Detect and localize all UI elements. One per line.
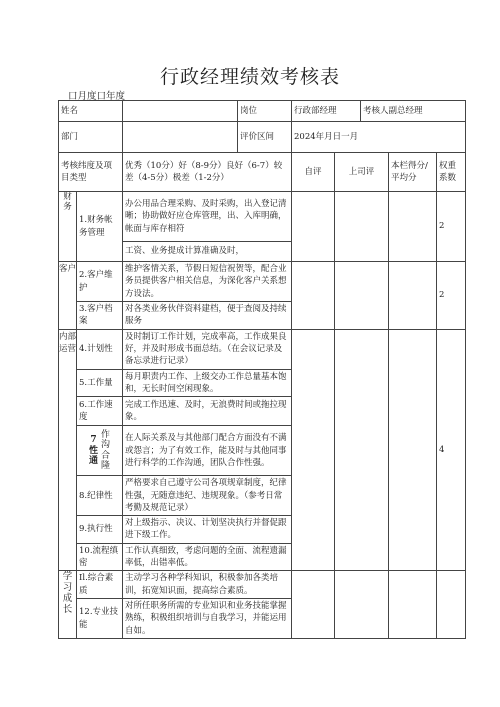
item-name: 10.流程缜密 [77,543,123,571]
score-cell[interactable] [389,329,437,571]
item-desc: 及时制订工作计划，完成率高，工作成果良好，并及时形成书面总结。（在会议记录及备忘录进行记录） [123,329,292,369]
self-eval-cell[interactable] [292,571,335,639]
item-name-text: 作沟合隆 [100,430,110,472]
column-header-row [59,153,466,192]
score-header: 本栏得分/平均分 [389,153,437,192]
item-name: 6.工作速度 [77,397,123,426]
header-row-1 [59,101,466,122]
item-desc: 对所任职务所需的专业知识和业务技能掌握熟练，积极组织培训与自我学习，并能运用自如。 [123,599,292,639]
dept-value[interactable] [123,122,238,153]
item-name: 1.财务帐务管理 [77,192,123,262]
item-desc: 办公用品合理采购、及时采购，出入登记清晰；协助做好应仓库管理，出、入库明确，帐面与库存相符 [123,192,292,242]
weight-customer: 2 [437,262,466,330]
item-name-num: 7性通 [88,435,98,466]
item-desc: 维护客情关系，节假日短信祝贺等，配合业务员提供客户相关信息，为深化客户关系想方设法。 [123,262,292,302]
criteria-header: 优秀（10分）好（8-9分）良好（6-7）较差（4-5分）极差（1-2分） [123,153,292,192]
assessment-table [58,100,466,639]
item-name: 3.客户档案 [77,302,123,330]
self-eval-header: 自评 [292,153,335,192]
weight-finance: 2 [437,192,466,262]
table-row [59,192,466,242]
item-desc: 完成工作迅速、及时，无浪费时间或拖拉现象。 [123,397,292,426]
superior-eval-cell[interactable] [335,571,389,639]
item-desc: 工资、业务提成计算准确及时， [123,242,292,262]
item-name: 8.纪律性 [77,476,123,516]
item-name: 9.执行性 [77,516,123,544]
page-title: 行政经理绩效考核表 [159,66,340,88]
superior-eval-header: 上司评 [335,153,389,192]
score-cell[interactable] [389,571,437,639]
item-name: 5.工作量 [77,369,123,397]
item-desc: 在人际关系及与其他部门配合方面没有不满或怨言；为了有效工作，能及时与其他同事进行科学的工作沟通，团队合作性强。 [123,426,292,476]
item-desc: 严格要求自己遵守公司各项规章制度，纪律性强，无随意违纪、违规现象。（参考日常考勤及规范记录） [123,476,292,516]
item-desc: 对上级指示、决议、计划坚决执行并督促跟进下级工作。 [123,516,292,544]
score-cell[interactable] [389,262,437,330]
self-eval-cell[interactable] [292,329,335,571]
name-value[interactable] [123,101,238,122]
table-row [59,571,466,599]
dimension-header: 考核纬度及项目类型 [59,153,123,192]
item-name [77,426,123,476]
item-name: Il.综合素质 [77,571,123,599]
item-name: 4.计划性 [77,329,123,369]
item-desc: 工作认真细致，考虑问题的全面、流程遗漏率低，出错率低。 [123,543,292,571]
superior-eval-cell[interactable] [335,329,389,571]
item-desc: 对各类业务伙伴资料建档，便于查阅及持续服务 [123,302,292,330]
weight-internal: 4 [437,329,466,571]
self-eval-cell[interactable] [292,262,335,330]
position-label: 岗位 [238,101,292,122]
score-cell[interactable] [389,192,437,262]
eval-period-value: 2024年月日一月 [292,122,466,153]
table-row [59,262,466,302]
assessor-label: 考核人副总经理 [361,101,466,122]
name-label: 姓名 [59,101,123,122]
group-internal: 内部运营 [59,329,77,571]
header-row-2 [59,122,466,153]
weight-learning [437,571,466,639]
dept-label: 部门 [59,122,123,153]
group-customer: 客户 [59,262,77,330]
table-row [59,329,466,369]
item-desc: 每月职责内工作、上级交办工作总量基本饱和，无长时间空闲现象。 [123,369,292,397]
eval-period-label: 评价区间 [238,122,292,153]
item-desc: 主动学习各种学科知识，积极参加各类培训，拓宽知识面，提高综合素质。 [123,571,292,599]
self-eval-cell[interactable] [292,192,335,262]
item-name: 12.专业技能 [77,599,123,639]
weight-header: 权重系数 [437,153,466,192]
position-value: 行政部经理 [292,101,361,122]
item-name: 2.客户维护 [77,262,123,302]
group-learning: 学习成长 [59,571,77,639]
superior-eval-cell[interactable] [335,192,389,262]
period-label: 口月度口年度 [68,91,126,102]
superior-eval-cell[interactable] [335,262,389,330]
group-finance: 财务 [59,192,77,262]
